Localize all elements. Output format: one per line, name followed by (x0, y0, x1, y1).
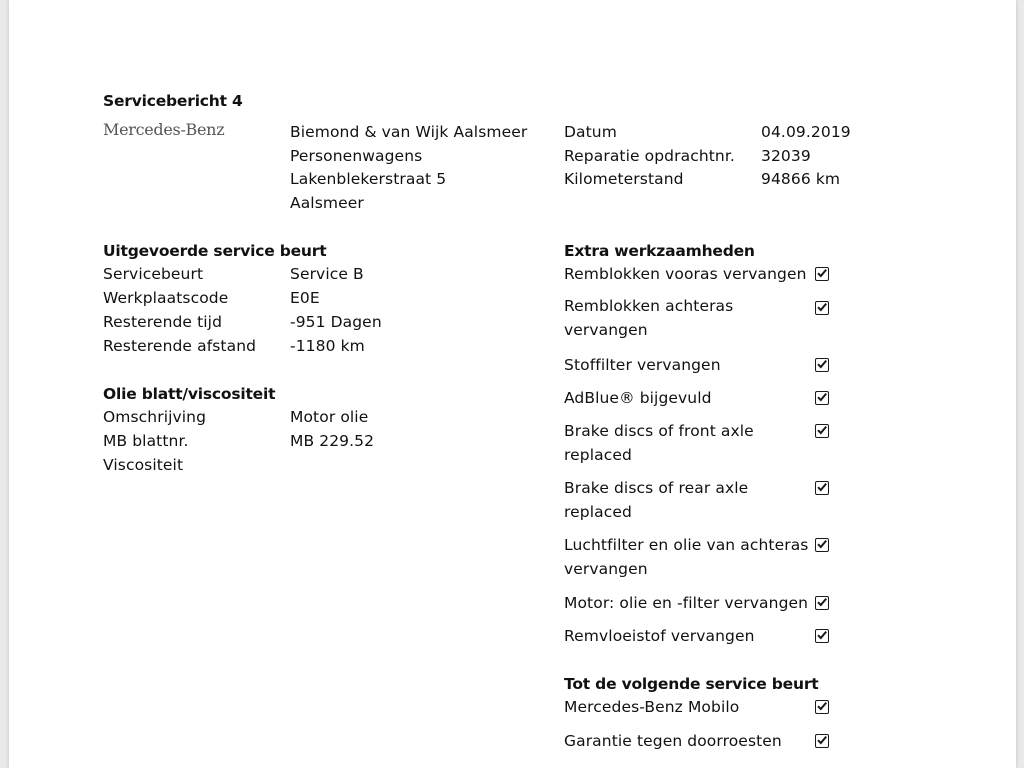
extra-item-checkbox[interactable] (815, 596, 829, 610)
extra-heading: Extra werkzaamheden (564, 242, 755, 260)
extra-item-label: Remblokken vooras vervangen (564, 265, 807, 283)
extra-item-checkbox[interactable] (815, 538, 829, 552)
oil-value: MB 229.52 (290, 432, 375, 450)
extra-item-label: Remvloeistof vervangen (564, 627, 755, 645)
extra-item-label: Stoffilter vervangen (564, 356, 721, 374)
extra-item-checkbox[interactable] (815, 358, 829, 372)
next-item-checkbox[interactable] (815, 700, 829, 714)
extra-item-checkbox[interactable] (815, 629, 829, 643)
extra-item-checkbox[interactable] (815, 424, 829, 438)
page-title: Servicebericht 4 (103, 92, 243, 110)
extra-item-label: Brake discs of front axle replaced (564, 422, 754, 464)
service-value: Service B (290, 265, 364, 283)
extra-item-label: AdBlue® bijgevuld (564, 389, 712, 407)
checkmark-icon (816, 267, 828, 279)
checkmark-icon (816, 538, 828, 550)
checkmark-icon (816, 301, 828, 313)
order-label: Reparatie opdrachtnr. (564, 147, 735, 165)
service-label: Resterende tijd (103, 313, 223, 331)
checkmark-icon (816, 629, 828, 641)
oil-label: Viscositeit (103, 456, 184, 474)
km-value: 94866 km (761, 170, 841, 188)
extra-item-label: Brake discs of rear axle replaced (564, 479, 749, 521)
service-value: -951 Dagen (290, 313, 382, 331)
service-value: E0E (290, 289, 320, 307)
order-value: 32039 (761, 147, 811, 165)
extra-item-label: Remblokken achteras vervangen (564, 297, 734, 339)
checkmark-icon (816, 700, 828, 712)
checkmark-icon (816, 596, 828, 608)
dealer-street: Lakenblekerstraat 5 (290, 170, 447, 188)
service-label: Servicebeurt (103, 265, 204, 283)
checkmark-icon (816, 424, 828, 436)
checkmark-icon (816, 391, 828, 403)
oil-label: Omschrijving (103, 408, 207, 426)
date-label: Datum (564, 123, 617, 141)
service-label: Werkplaatscode (103, 289, 229, 307)
service-heading: Uitgevoerde service beurt (103, 242, 327, 260)
service-label: Resterende afstand (103, 337, 257, 355)
oil-label: MB blattnr. (103, 432, 189, 450)
next-item-label: Mercedes-Benz Mobilo (564, 698, 740, 716)
extra-item-label: Luchtfilter en olie van achteras vervangen (564, 536, 809, 578)
extra-item-checkbox[interactable] (815, 301, 829, 315)
document-page (9, 0, 1016, 768)
dealer-name: Biemond & van Wijk Aalsmeer (290, 123, 528, 141)
km-label: Kilometerstand (564, 170, 684, 188)
mercedes-benz-logo: Mercedes-Benz (103, 120, 225, 139)
extra-item-checkbox[interactable] (815, 481, 829, 495)
checkmark-icon (816, 358, 828, 370)
next-item-label: Garantie tegen doorroesten (564, 732, 782, 750)
dealer-city: Aalsmeer (290, 194, 364, 212)
next-heading: Tot de volgende service beurt (564, 675, 819, 693)
date-value: 04.09.2019 (761, 123, 851, 141)
extra-item-checkbox[interactable] (815, 391, 829, 405)
oil-heading: Olie blatt/viscositeit (103, 385, 276, 403)
next-item-checkbox[interactable] (815, 734, 829, 748)
dealer-dept: Personenwagens (290, 147, 423, 165)
extra-item-checkbox[interactable] (815, 267, 829, 281)
service-value: -1180 km (290, 337, 365, 355)
oil-value: Motor olie (290, 408, 369, 426)
checkmark-icon (816, 481, 828, 493)
checkmark-icon (816, 734, 828, 746)
extra-item-label: Motor: olie en -filter vervangen (564, 594, 809, 612)
